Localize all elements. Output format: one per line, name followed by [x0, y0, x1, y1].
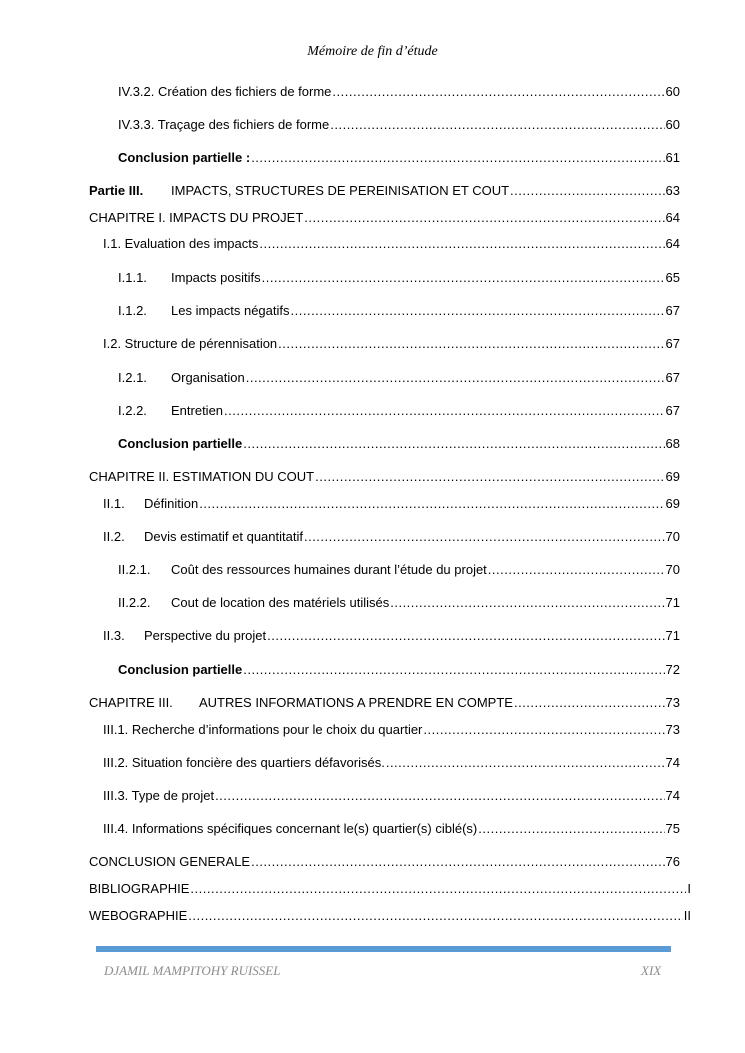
page-header-title: Mémoire de fin d’étude [307, 44, 438, 59]
toc-entry-page: 67 [665, 370, 680, 385]
toc-leader-dots [246, 370, 665, 386]
toc-entry[interactable] [118, 150, 680, 166]
footer-page-number: XIX [641, 963, 662, 978]
toc-leader-dots [190, 881, 686, 897]
toc-entry-label: Conclusion partielle : [118, 150, 251, 165]
toc-leader-dots [199, 496, 664, 512]
toc-entry-label: Cout de location des matériels utilisés [171, 595, 390, 610]
toc-entry-number: I.2.2. [118, 403, 147, 418]
toc-leader-dots [267, 628, 664, 644]
toc-entry-label: Coût des ressources humaines durant l’étude du projet [171, 562, 487, 577]
toc-entry-label: Organisation [171, 370, 245, 385]
toc-entry-page: II [683, 908, 691, 923]
toc-leader-dots [215, 788, 664, 804]
toc-entry-page: 74 [665, 755, 680, 770]
toc-entry-label: Impacts positifs [171, 270, 261, 285]
toc-entry[interactable] [118, 562, 680, 578]
toc-entry[interactable] [103, 236, 680, 252]
toc-entry[interactable] [103, 628, 680, 644]
toc-entry-page: 64 [665, 210, 680, 225]
toc-entry-page: 70 [665, 529, 680, 544]
toc-entry-number: Partie III. [89, 183, 144, 198]
footer-rule [96, 946, 671, 952]
toc-entry[interactable] [118, 84, 680, 100]
toc-leader-dots [243, 662, 664, 678]
toc-entry-label: III.3. Type de projet [103, 788, 215, 803]
toc-leader-dots [278, 336, 664, 352]
toc-entry-number: CHAPITRE III. [89, 695, 173, 710]
toc-entry[interactable] [103, 496, 680, 512]
toc-entry-number: II.2. [103, 529, 125, 544]
toc-entry-label: Conclusion partielle [118, 436, 243, 451]
toc-leader-dots [251, 854, 664, 870]
toc-entry-page: I [687, 881, 691, 896]
toc-leader-dots [330, 117, 664, 133]
toc-entry-number: I.2.1. [118, 370, 147, 385]
toc-entry[interactable] [118, 595, 680, 611]
toc-leader-dots [332, 84, 664, 100]
toc-leader-dots [488, 562, 665, 578]
toc-entry-label: WEBOGRAPHIE [89, 908, 188, 923]
toc-entry[interactable] [89, 210, 680, 226]
toc-entry[interactable] [89, 183, 680, 199]
toc-entry-page: 73 [665, 722, 680, 737]
toc-entry-page: 75 [665, 821, 680, 836]
toc-leader-dots [188, 908, 683, 924]
toc-entry[interactable] [89, 854, 680, 870]
toc-entry-page: 73 [665, 695, 680, 710]
toc-entry-page: 76 [665, 854, 680, 869]
toc-entry-page: 63 [665, 183, 680, 198]
toc-leader-dots [514, 695, 665, 711]
toc-entry[interactable] [103, 821, 680, 837]
toc-leader-dots [243, 436, 664, 452]
toc-entry-label: Conclusion partielle [118, 662, 243, 677]
toc-entry-page: 71 [665, 595, 680, 610]
toc-leader-dots [386, 755, 665, 771]
toc-entry-label: Devis estimatif et quantitatif [144, 529, 303, 544]
toc-leader-dots [224, 403, 664, 419]
toc-leader-dots [304, 210, 664, 226]
toc-entry-number: II.1. [103, 496, 125, 511]
toc-entry[interactable] [103, 722, 680, 738]
toc-leader-dots [291, 303, 665, 319]
toc-entry-page: 68 [665, 436, 680, 451]
toc-entry-page: 67 [665, 303, 680, 318]
toc-entry-page: 72 [665, 662, 680, 677]
toc-entry[interactable] [89, 469, 680, 485]
toc-entry-label: IV.3.2. Création des fichiers de forme [118, 84, 332, 99]
toc-entry-label: BIBLIOGRAPHIE [89, 881, 190, 896]
toc-leader-dots [304, 529, 665, 545]
toc-entry-label: III.2. Situation foncière des quartiers défavorisés. [103, 755, 385, 770]
toc-entry[interactable] [118, 303, 680, 319]
toc-entry-page: 64 [665, 236, 680, 251]
toc-leader-dots [259, 236, 664, 252]
toc-entry-label: I.2. Structure de pérennisation [103, 336, 278, 351]
toc-leader-dots [510, 183, 664, 199]
toc-entry-number: II.2.1. [118, 562, 151, 577]
toc-entry-label: III.1. Recherche d’informations pour le choix du quartier [103, 722, 423, 737]
toc-entry-number: II.2.2. [118, 595, 151, 610]
toc-leader-dots [315, 469, 664, 485]
toc-entry-page: 70 [665, 562, 680, 577]
toc-entry-number: I.1.1. [118, 270, 147, 285]
footer-author: DJAMIL MAMPITOHY RUISSEL [104, 963, 281, 978]
toc-entry[interactable] [103, 788, 680, 804]
toc-entry[interactable] [118, 436, 680, 452]
toc-entry-page: 69 [665, 496, 680, 511]
toc-entry-label: CONCLUSION GENERALE [89, 854, 251, 869]
toc-entry[interactable] [118, 117, 680, 133]
toc-leader-dots [251, 150, 664, 166]
toc-entry[interactable] [118, 270, 680, 286]
toc-entry-label: AUTRES INFORMATIONS A PRENDRE EN COMPTE [199, 695, 513, 710]
toc-entry-page: 71 [665, 628, 680, 643]
toc-entry-label: Perspective du projet [144, 628, 267, 643]
toc-leader-dots [423, 722, 664, 738]
toc-entry-page: 74 [665, 788, 680, 803]
toc-entry-label: III.4. Informations spécifiques concernant le(s) quartier(s) ciblé(s) [103, 821, 478, 836]
toc-entry-page: 67 [665, 336, 680, 351]
toc-entry-number: II.3. [103, 628, 125, 643]
toc-entry-page: 61 [665, 150, 680, 165]
toc-entry-number: I.1.2. [118, 303, 147, 318]
toc-leader-dots [390, 595, 664, 611]
toc-entry-label: CHAPITRE II. ESTIMATION DU COUT [89, 469, 315, 484]
toc-leader-dots [478, 821, 664, 837]
toc-entry[interactable] [89, 908, 691, 924]
toc-entry[interactable] [89, 881, 691, 897]
toc-entry[interactable] [103, 336, 680, 352]
toc-entry-page: 67 [665, 403, 680, 418]
toc-entry-page: 60 [665, 84, 680, 99]
toc-entry-label: Entretien [171, 403, 224, 418]
toc-entry-label: I.1. Evaluation des impacts [103, 236, 259, 251]
toc-entry-label: IV.3.3. Traçage des fichiers de forme [118, 117, 330, 132]
toc-entry-label: IMPACTS, STRUCTURES DE PEREINISATION ET COUT [171, 183, 510, 198]
toc-entry[interactable] [103, 529, 680, 545]
toc-entry-label: CHAPITRE I. IMPACTS DU PROJET [89, 210, 304, 225]
toc-entry[interactable] [103, 755, 680, 771]
toc-entry-page: 60 [665, 117, 680, 132]
toc-entry-label: Les impacts négatifs [171, 303, 290, 318]
toc-entry[interactable] [118, 370, 680, 386]
toc-entry-page: 65 [665, 270, 680, 285]
toc-leader-dots [262, 270, 665, 286]
toc-entry[interactable] [89, 695, 680, 711]
toc-entry[interactable] [118, 403, 680, 419]
toc-entry-page: 69 [665, 469, 680, 484]
toc-entry[interactable] [118, 662, 680, 678]
toc-entry-label: Définition [144, 496, 199, 511]
